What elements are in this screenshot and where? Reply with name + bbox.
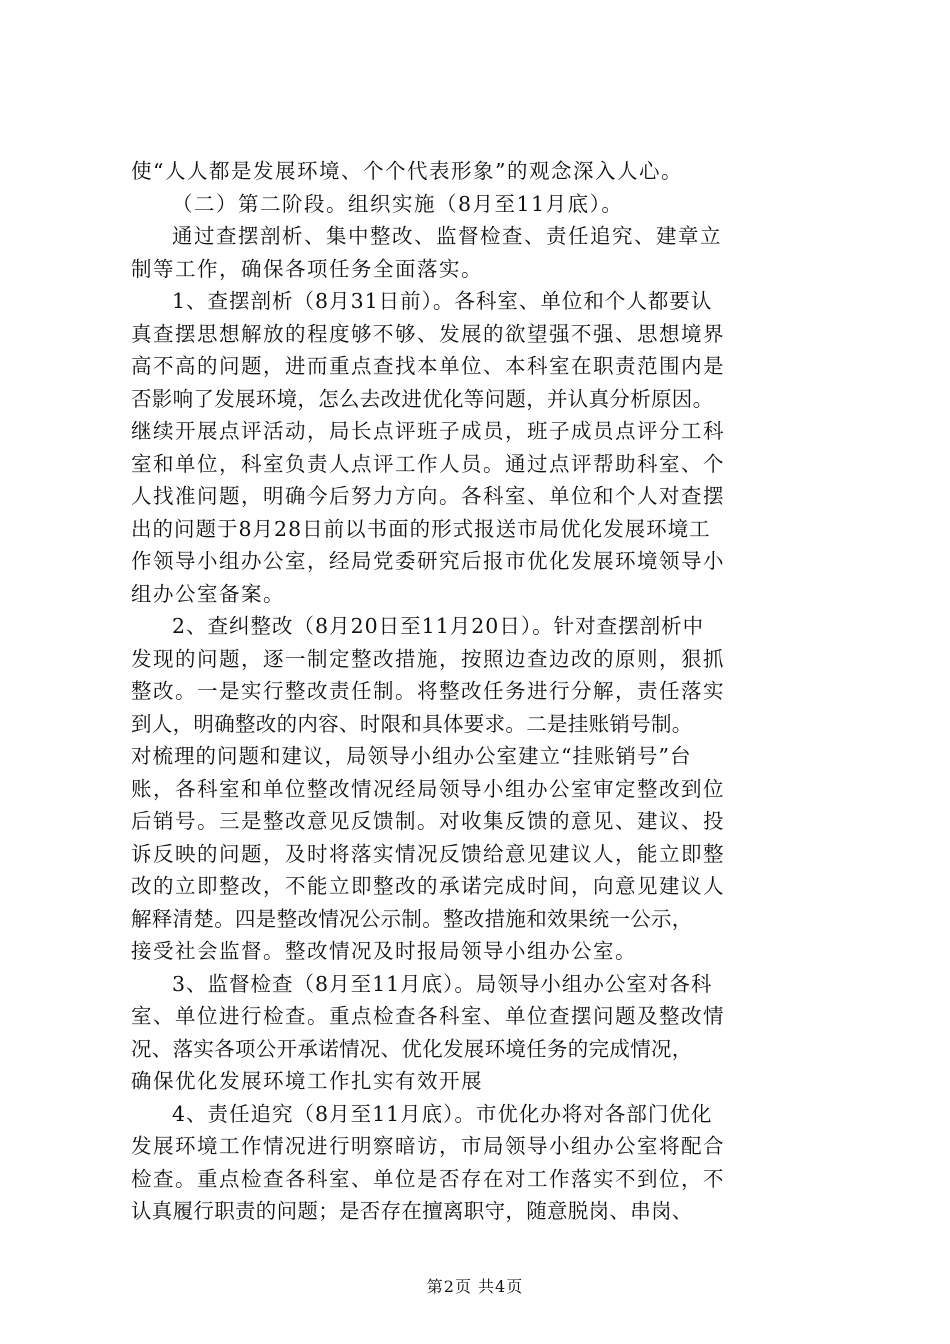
text-line: 发现的问题，逐一制定整改措施，按照边查边改的原则，狠抓	[131, 646, 725, 671]
text-line: 对梳理的问题和建议，局领导小组办公室建立“挂账销号”台	[131, 744, 692, 768]
text-line: 确保优化发展环境工作扎实有效开展	[131, 1069, 483, 1093]
text-line: 发展环境工作情况进行明察暗访，市局领导小组办公室将配合	[131, 1134, 725, 1158]
text-line: 改的立即整改，不能立即整改的承诺完成时间，向意见建议人	[131, 874, 725, 898]
text-line: 否影响了发展环境，怎么去改进优化等问题，并认真分析原因。	[131, 386, 714, 411]
text-line: 诉反映的问题，及时将落实情况反馈给意见建议人，能立即整	[131, 841, 725, 866]
text-line: 认真履行职责的问题；是否存在擅离职守，随意脱岗、串岗、	[131, 1199, 693, 1223]
text-line: 检查。重点检查各科室、单位是否存在对工作落实不到位，不	[131, 1166, 725, 1191]
text-line: 账，各科室和单位整改情况经局领导小组办公室审定整改到位	[131, 776, 725, 801]
text-line: 继续开展点评活动，局长点评班子成员，班子成员点评分工科	[131, 419, 725, 443]
document-body	[131, 155, 831, 1228]
text-line: 组办公室备案。	[131, 581, 285, 606]
text-line: 解释清楚。四是整改情况公示制。整改措施和效果统一公示，	[131, 906, 693, 931]
paragraph-start: 2、查纠整改（8月20日至11月20日）。针对查摆剖析中	[172, 614, 705, 638]
paragraph-start: 4、责任追究（8月至11月底）。市优化办将对各部门优化	[172, 1101, 713, 1126]
text-line: 后销号。三是整改意见反馈制。对收集反馈的意见、建议、投	[131, 809, 725, 833]
text-line: 人找准问题，明确今后努力方向。各科室、单位和个人对查摆	[131, 484, 725, 508]
text-line: 到人，明确整改的内容、时限和具体要求。二是挂账销号制。	[131, 711, 693, 736]
text-line: 高不高的问题，进而重点查找本单位、本科室在职责范围内是	[131, 354, 725, 378]
text-line: 接受社会监督。整改情况及时报局领导小组办公室。	[131, 939, 637, 963]
text-line: 真查摆思想解放的程度够不够、发展的欲望强不强、思想境界	[131, 321, 725, 346]
page-number-footer: 第2页 共4页	[426, 1277, 524, 1296]
section-heading: （二）第二阶段。组织实施（8月至11月底）。	[172, 191, 624, 216]
text-line: 制等工作，确保各项任务全面落实。	[131, 256, 483, 281]
text-line: 作领导小组办公室，经局党委研究后报市优化发展环境领导小	[131, 549, 725, 573]
text-line: 室和单位，科室负责人点评工作人员。通过点评帮助科室、个	[131, 451, 725, 476]
text-line: 整改。一是实行整改责任制。将整改任务进行分解，责任落实	[131, 679, 725, 703]
text-line: 室、单位进行检查。重点检查各科室、单位查摆问题及整改情	[131, 1004, 725, 1028]
paragraph-start: 3、监督检查（8月至11月底）。局领导小组办公室对各科	[172, 971, 713, 996]
text-line: 使“人人都是发展环境、个个代表形象”的观念深入人心。	[131, 159, 683, 183]
text-line: 况、落实各项公开承诺情况、优化发展环境任务的完成情况，	[131, 1036, 693, 1061]
paragraph-start: 1、查摆剖析（8月31日前）。各科室、单位和个人都要认	[172, 289, 713, 313]
text-line: 出的问题于8月28日前以书面的形式报送市局优化发展环境工	[131, 516, 711, 541]
text-line: 通过查摆剖析、集中整改、监督检查、责任追究、建章立	[172, 224, 722, 248]
